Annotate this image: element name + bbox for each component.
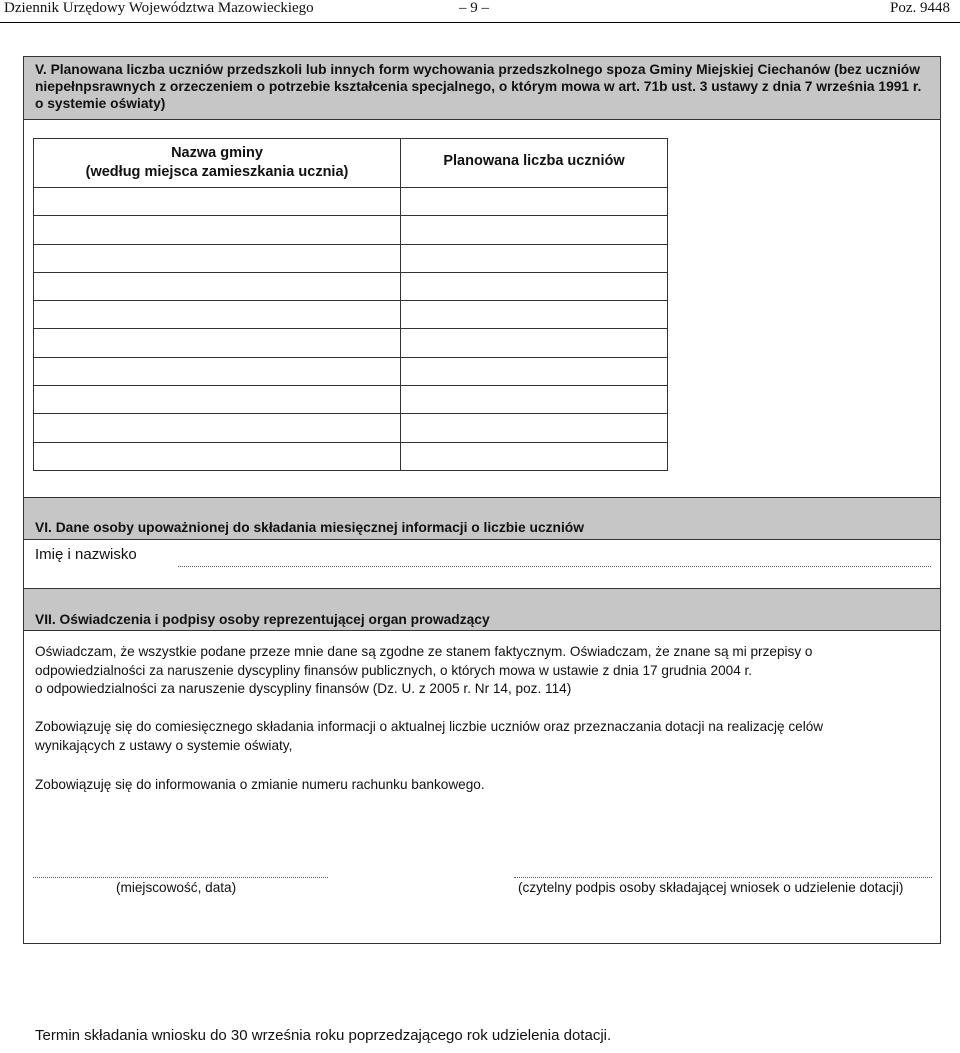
column-header-municipality xyxy=(34,139,401,188)
municipality-cell[interactable] xyxy=(34,414,401,442)
table-row xyxy=(34,414,668,442)
planned-count-cell[interactable] xyxy=(401,329,668,357)
planned-count-cell[interactable] xyxy=(401,272,668,300)
place-date-label: (miejscowość, data) xyxy=(116,880,237,895)
table-row xyxy=(34,329,668,357)
planned-count-cell[interactable] xyxy=(401,301,668,329)
column-header-municipality-line2: (według miejsca zamieszkania ucznia) xyxy=(85,164,349,180)
commitment-line: wynikających z ustawy o systemie oświaty, xyxy=(35,737,293,753)
journal-title: Dziennik Urzędowy Województwa Mazowieckiego xyxy=(4,0,314,16)
municipality-cell[interactable] xyxy=(34,244,401,272)
place-date-signature-line[interactable] xyxy=(33,877,328,878)
municipality-cell[interactable] xyxy=(34,301,401,329)
students-table xyxy=(33,138,668,471)
section-vi-title: VI. Dane osoby upoważnionej do składania miesięcznej informacji o liczbie uczniów xyxy=(35,520,584,535)
table-row xyxy=(34,386,668,414)
column-header-municipality-line1: Nazwa gminy xyxy=(171,145,263,161)
municipality-cell[interactable] xyxy=(34,329,401,357)
planned-count-cell[interactable] xyxy=(401,216,668,244)
planned-count-cell[interactable] xyxy=(401,442,668,470)
commitment-paragraph xyxy=(35,718,915,755)
declaration-paragraph xyxy=(35,643,915,699)
header-rule xyxy=(0,22,960,23)
bank-account-commitment: Zobowiązuję się do informowania o zmianie numeru rachunku bankowego. xyxy=(35,777,485,792)
column-header-planned-count: Planowana liczba uczniów xyxy=(401,139,668,188)
page-header xyxy=(0,0,960,22)
declaration-line: Oświadczam, że wszystkie podane przeze mnie dane są zgodne ze stanem faktycznym. Oświadczam, że znane są mi przepisy o xyxy=(35,644,813,659)
table-row xyxy=(34,272,668,300)
planned-count-cell[interactable] xyxy=(401,188,668,216)
section-vi-header xyxy=(24,497,940,540)
name-field[interactable] xyxy=(178,566,931,567)
declaration-line: o odpowiedzialności za naruszenie dyscypliny finansów (Dz. U. z 2005 r. Nr 14, poz. 114) xyxy=(35,681,572,697)
municipality-cell[interactable] xyxy=(34,357,401,385)
deadline-note: Termin składania wniosku do 30 września roku poprzedzającego rok udzielenia dotacji. xyxy=(35,1027,612,1044)
table-row xyxy=(34,301,668,329)
form-box xyxy=(23,56,941,944)
page-number: – 9 – xyxy=(459,0,489,16)
table-row xyxy=(34,357,668,385)
section-v-header: V. Planowana liczba uczniów przedszkoli lub innych form wychowania przedszkolnego spoza Gminy Miejskiej Ciechanów (bez uczniów niepełnpsrawnych z orzeczeniem o potrzebie kształcenia specjalnego, o którym mowa w art. 71b ust. 3 ustawy z dnia 7 września 1991 r. o systemie oświaty) xyxy=(24,57,940,120)
table-row xyxy=(34,244,668,272)
municipality-cell[interactable] xyxy=(34,386,401,414)
applicant-signature-line[interactable] xyxy=(514,877,932,878)
declaration-line: odpowiedzialności za naruszenie dyscypliny finansów publicznych, o których mowa w ustawie z dnia 17 grudnia 2004 r. xyxy=(35,662,753,678)
section-vii-title: VII. Oświadczenia i podpisy osoby reprezentującej organ prowadzący xyxy=(35,612,490,627)
municipality-cell[interactable] xyxy=(34,216,401,244)
commitment-line: Zobowiązuję się do comiesięcznego składania informacji o aktualnej liczbie uczniów oraz przeznaczania dotacji na realizację celów xyxy=(35,719,824,734)
planned-count-cell[interactable] xyxy=(401,386,668,414)
planned-count-cell[interactable] xyxy=(401,414,668,442)
table-header-row xyxy=(34,139,668,188)
planned-count-cell[interactable] xyxy=(401,244,668,272)
signature-label: (czytelny podpis osoby składającej wniosek o udzielenie dotacji) xyxy=(518,880,904,895)
name-label: Imię i nazwisko xyxy=(35,546,137,563)
planned-count-cell[interactable] xyxy=(401,357,668,385)
municipality-cell[interactable] xyxy=(34,188,401,216)
table-row xyxy=(34,188,668,216)
municipality-cell[interactable] xyxy=(34,272,401,300)
municipality-cell[interactable] xyxy=(34,442,401,470)
table-row xyxy=(34,216,668,244)
section-vii-header xyxy=(24,588,940,631)
position-number: Poz. 9448 xyxy=(890,0,950,16)
table-row xyxy=(34,442,668,470)
